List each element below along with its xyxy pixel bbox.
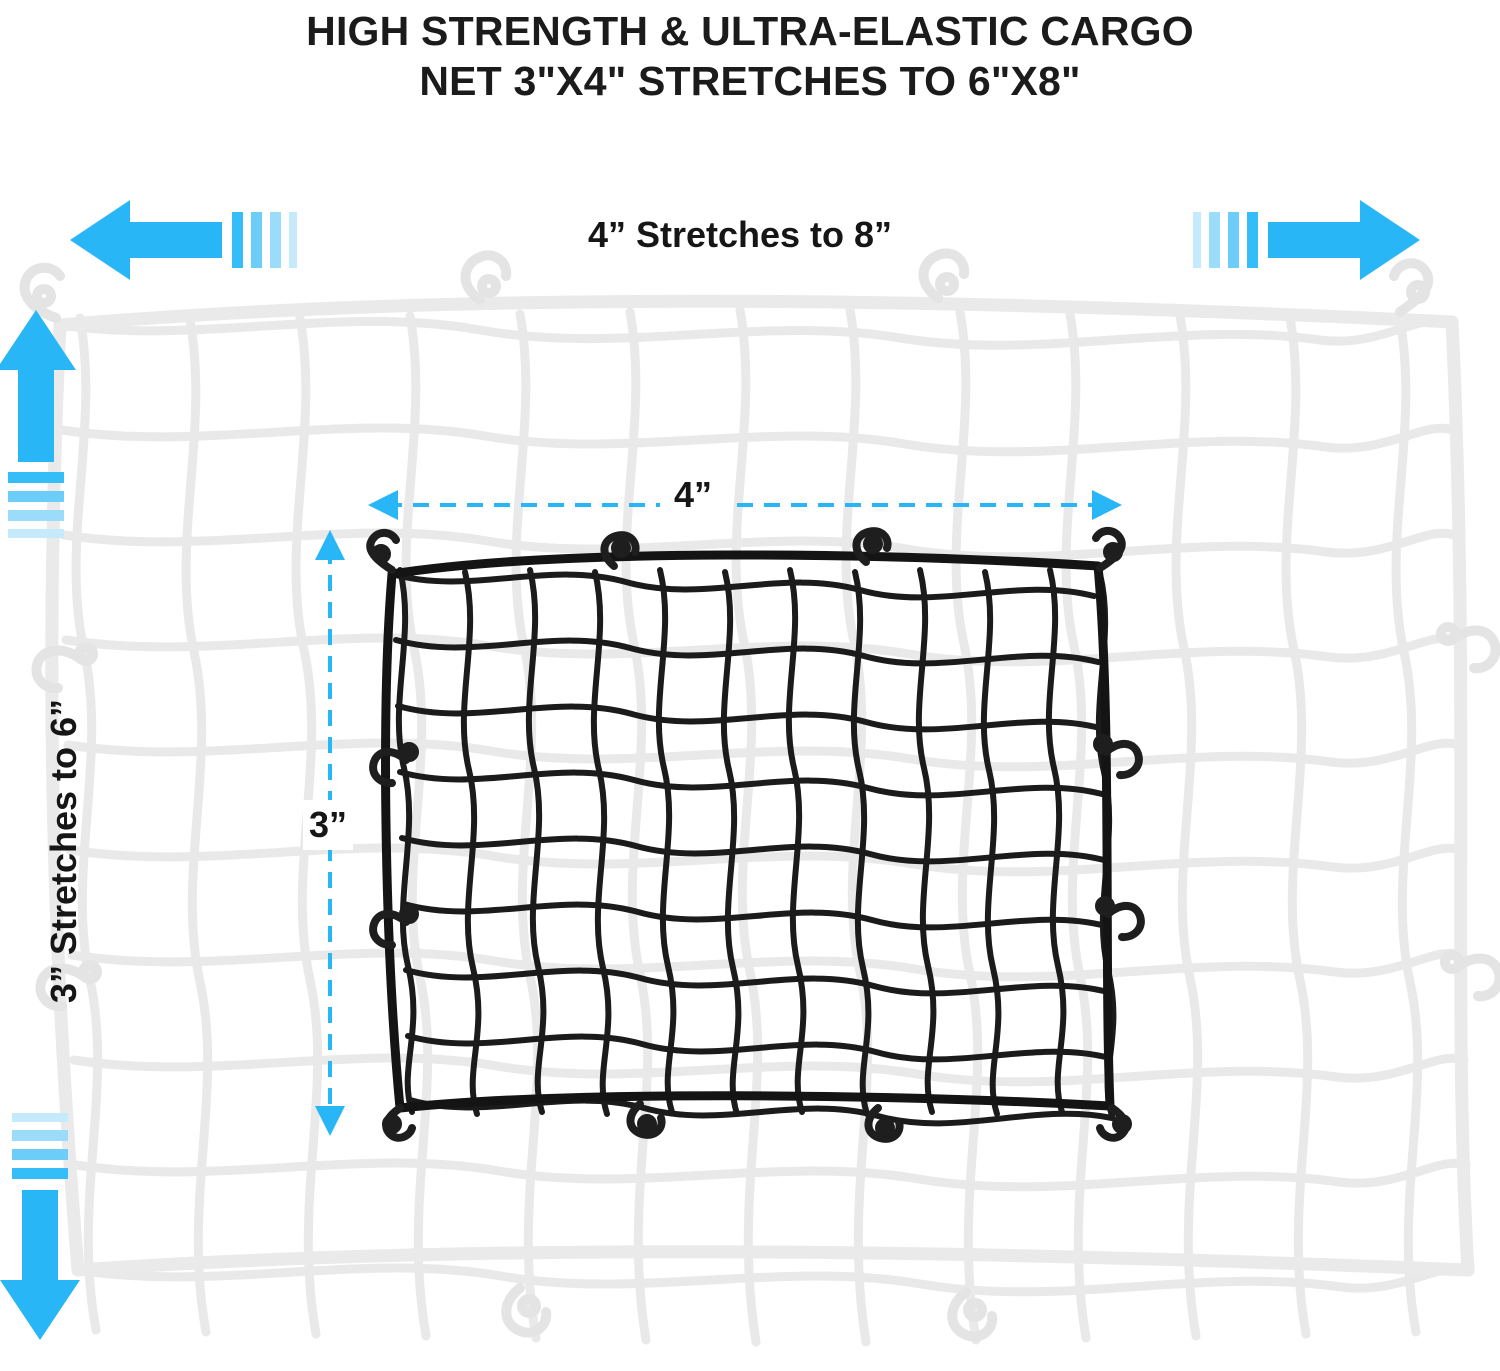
hook-icon: [373, 908, 415, 945]
hook-icon: [604, 535, 635, 566]
left-stretch-label: 3” Stretches to 6”: [43, 698, 84, 1004]
title-line-1: HIGH STRENGTH & ULTRA-ELASTIC CARGO: [306, 8, 1194, 54]
title-line-2: NET 3"X4" STRETCHES TO 6"X8": [419, 58, 1081, 105]
inner-height-label: 3”: [303, 800, 353, 850]
hook-icon: [1100, 1108, 1128, 1138]
inner-width-label: 4”: [660, 474, 726, 516]
hook-icon: [386, 1108, 412, 1138]
hook-icon: [370, 533, 396, 570]
hook-icon: [868, 1108, 899, 1139]
top-stretch-label: 4” Stretches to 8”: [587, 214, 893, 255]
